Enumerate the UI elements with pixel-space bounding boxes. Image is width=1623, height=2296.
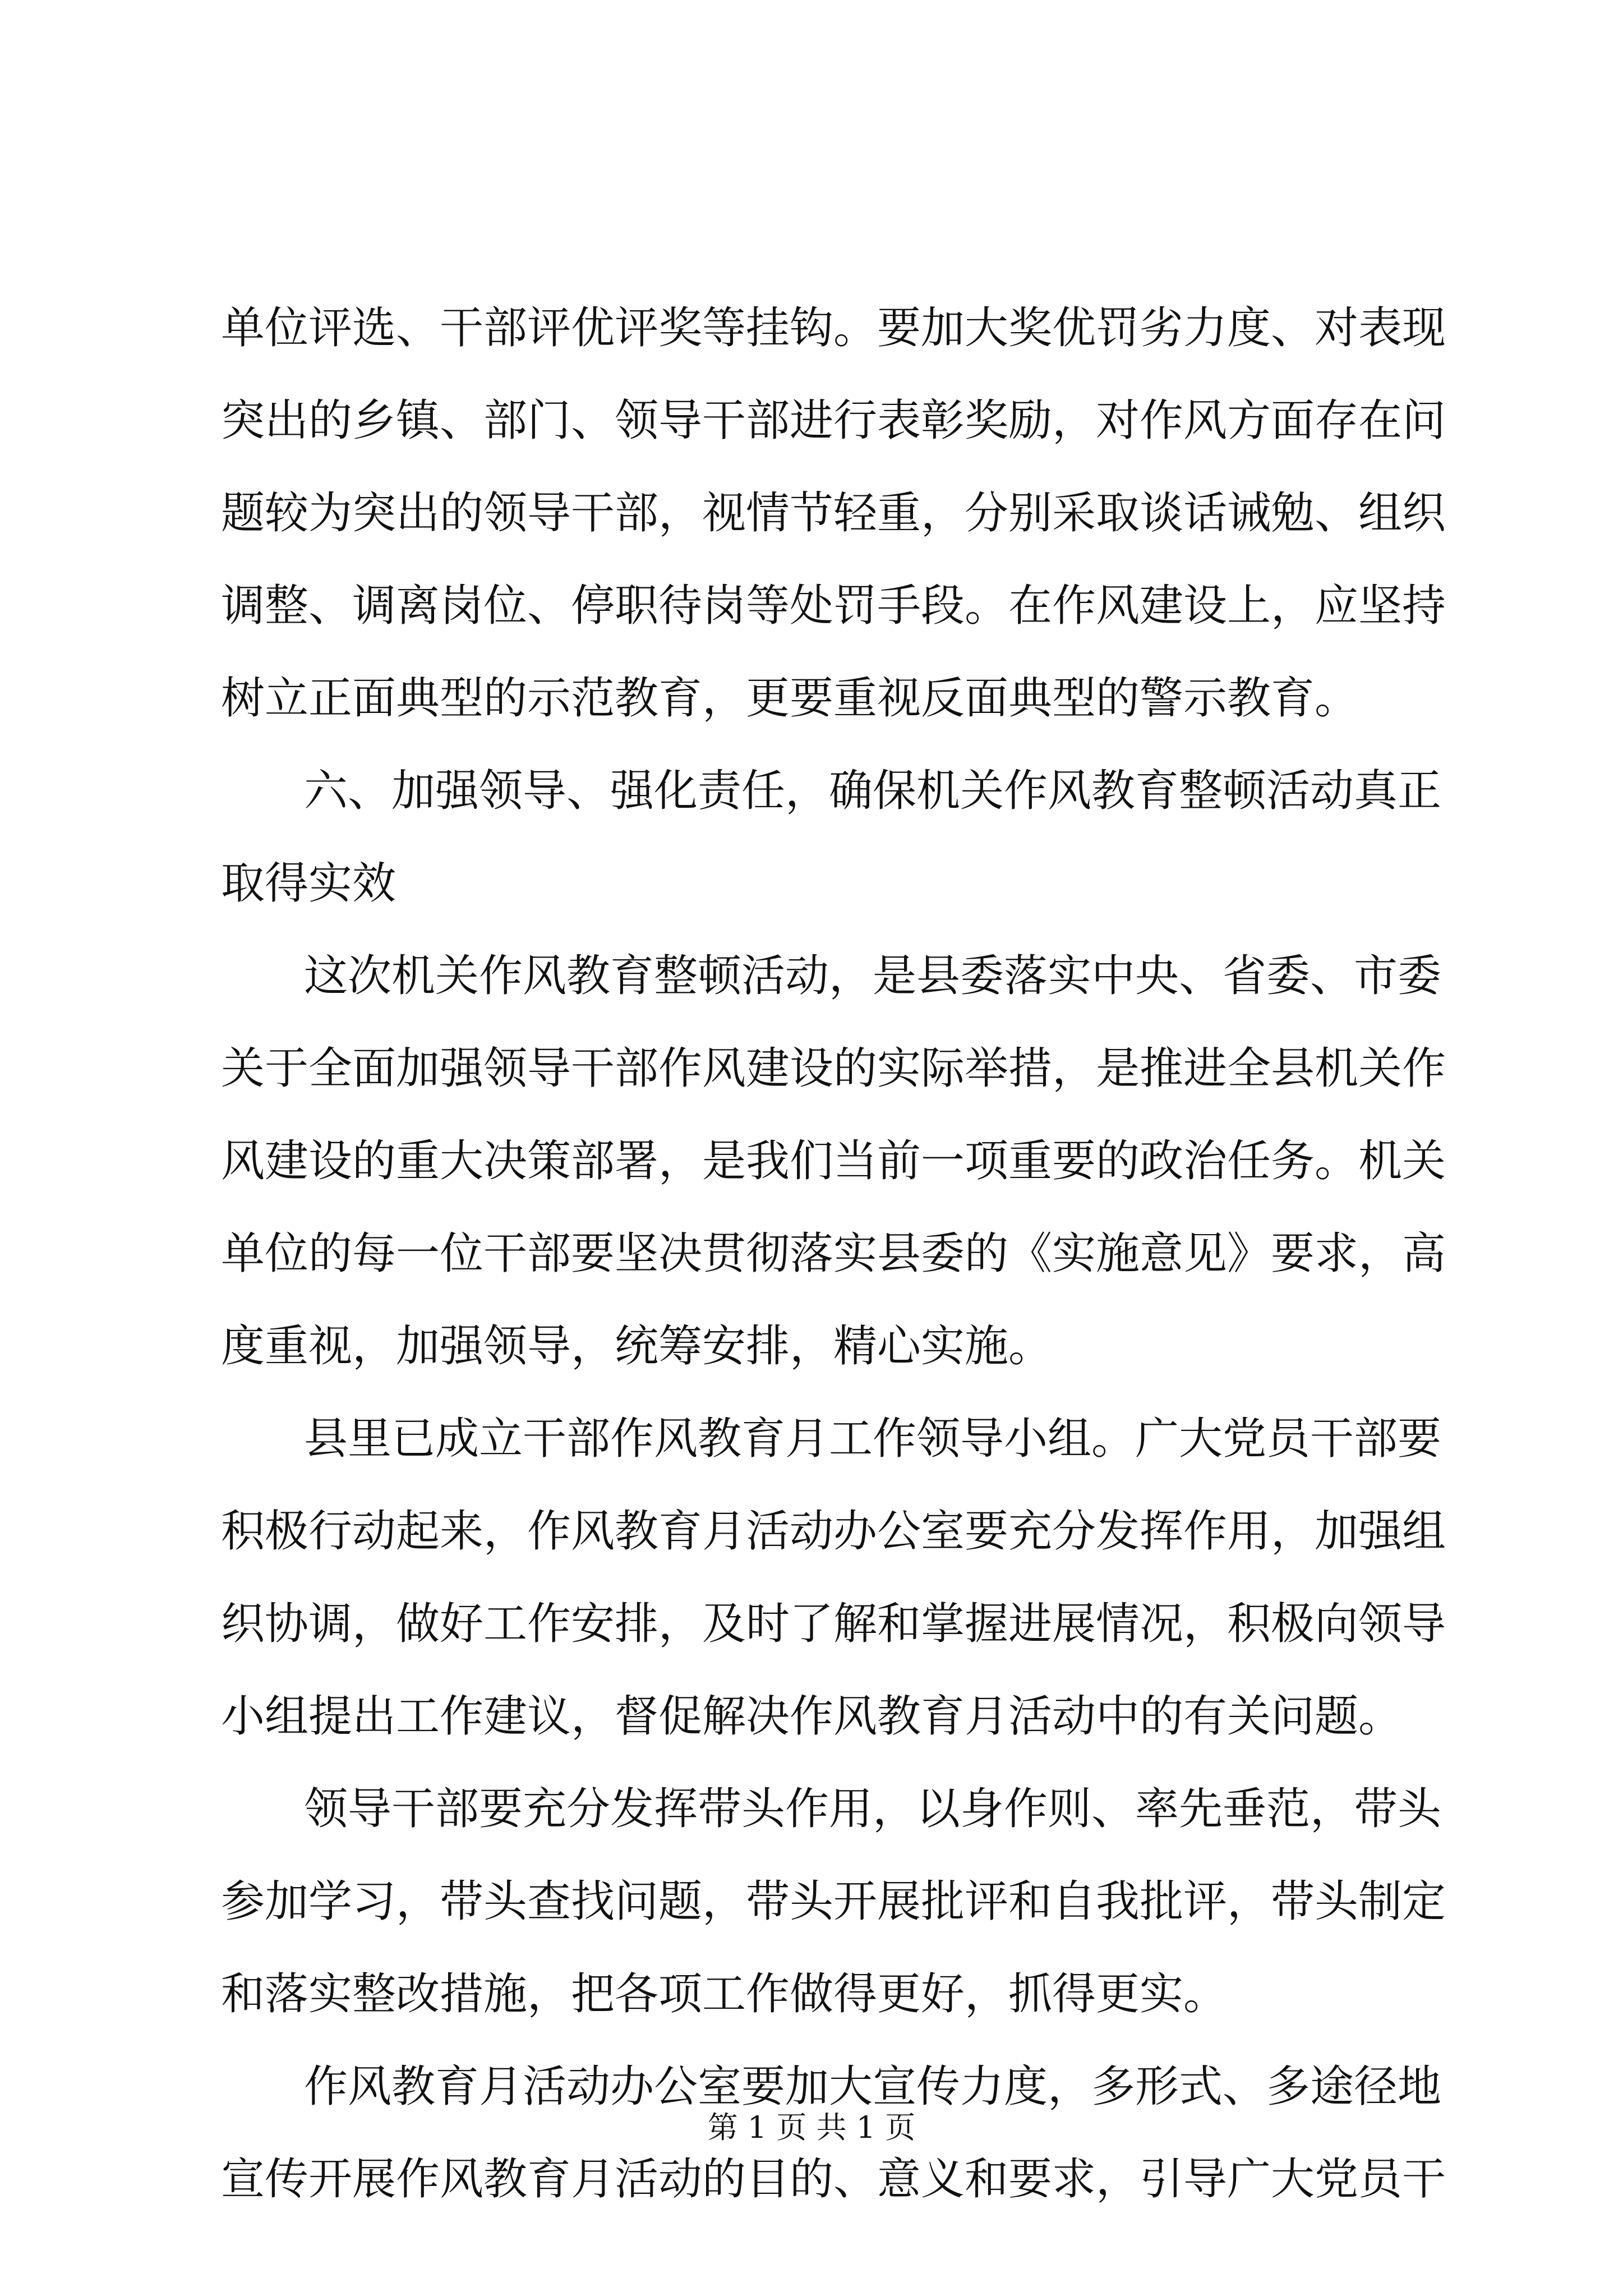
body-text-line: 单位评选、干部评优评奖等挂钩。要加大奖优罚劣力度、对表现 (221, 303, 1446, 353)
page-footer: 第 1 页 共 1 页 (707, 2110, 916, 2145)
body-text-line: 关于全面加强领导干部作风建设的实际举措，是推进全县机关作 (221, 1043, 1446, 1094)
section-heading-line: 六、加强领导、强化责任，确保机关作风教育整顿活动真正 (304, 766, 1442, 816)
body-text-line: 风建设的重大决策部署，是我们当前一项重要的政治任务。机关 (221, 1136, 1446, 1186)
body-text-line: 题较为突出的领导干部，视情节轻重，分别采取谈话诫勉、组织 (221, 488, 1446, 539)
body-text-line: 小组提出工作建议，督促解决作风教育月活动中的有关问题。 (221, 1691, 1403, 1742)
body-text-line: 宣传开展作风教育月活动的目的、意义和要求，引导广大党员干 (221, 2154, 1446, 2205)
body-text-line: 度重视，加强领导，统筹安排，精心实施。 (221, 1321, 1053, 1372)
section-heading-line: 取得实效 (221, 858, 396, 909)
body-text-line: 突出的乡镇、部门、领导干部进行表彰奖励，对作风方面存在问 (221, 395, 1446, 446)
body-text-line: 织协调，做好工作安排，及时了解和掌握进展情况，积极向领导 (221, 1599, 1446, 1649)
body-text-line: 县里已成立干部作风教育月工作领导小组。广大党员干部要 (304, 1414, 1442, 1464)
body-text-line: 单位的每一位干部要坚决贯彻落实县委的《实施意见》要求，高 (221, 1228, 1446, 1279)
body-text-line: 积极行动起来，作风教育月活动办公室要充分发挥作用，加强组 (221, 1506, 1446, 1557)
body-text-line: 调整、调离岗位、停职待岗等处罚手段。在作风建设上，应坚持 (221, 581, 1446, 631)
body-text-line: 领导干部要充分发挥带头作用，以身作则、率先垂范，带头 (304, 1784, 1442, 1834)
body-text-line: 树立正面典型的示范教育，更要重视反面典型的警示教育。 (221, 673, 1359, 724)
body-text-line: 和落实整改措施，把各项工作做得更好，抓得更实。 (221, 1969, 1228, 2019)
body-text-line: 作风教育月活动办公室要加大宣传力度，多形式、多途径地 (304, 2062, 1442, 2112)
body-text-line: 这次机关作风教育整顿活动，是县委落实中央、省委、市委 (304, 951, 1442, 1001)
body-text-line: 参加学习，带头查找问题，带头开展批评和自我批评，带头制定 (221, 1876, 1446, 1927)
